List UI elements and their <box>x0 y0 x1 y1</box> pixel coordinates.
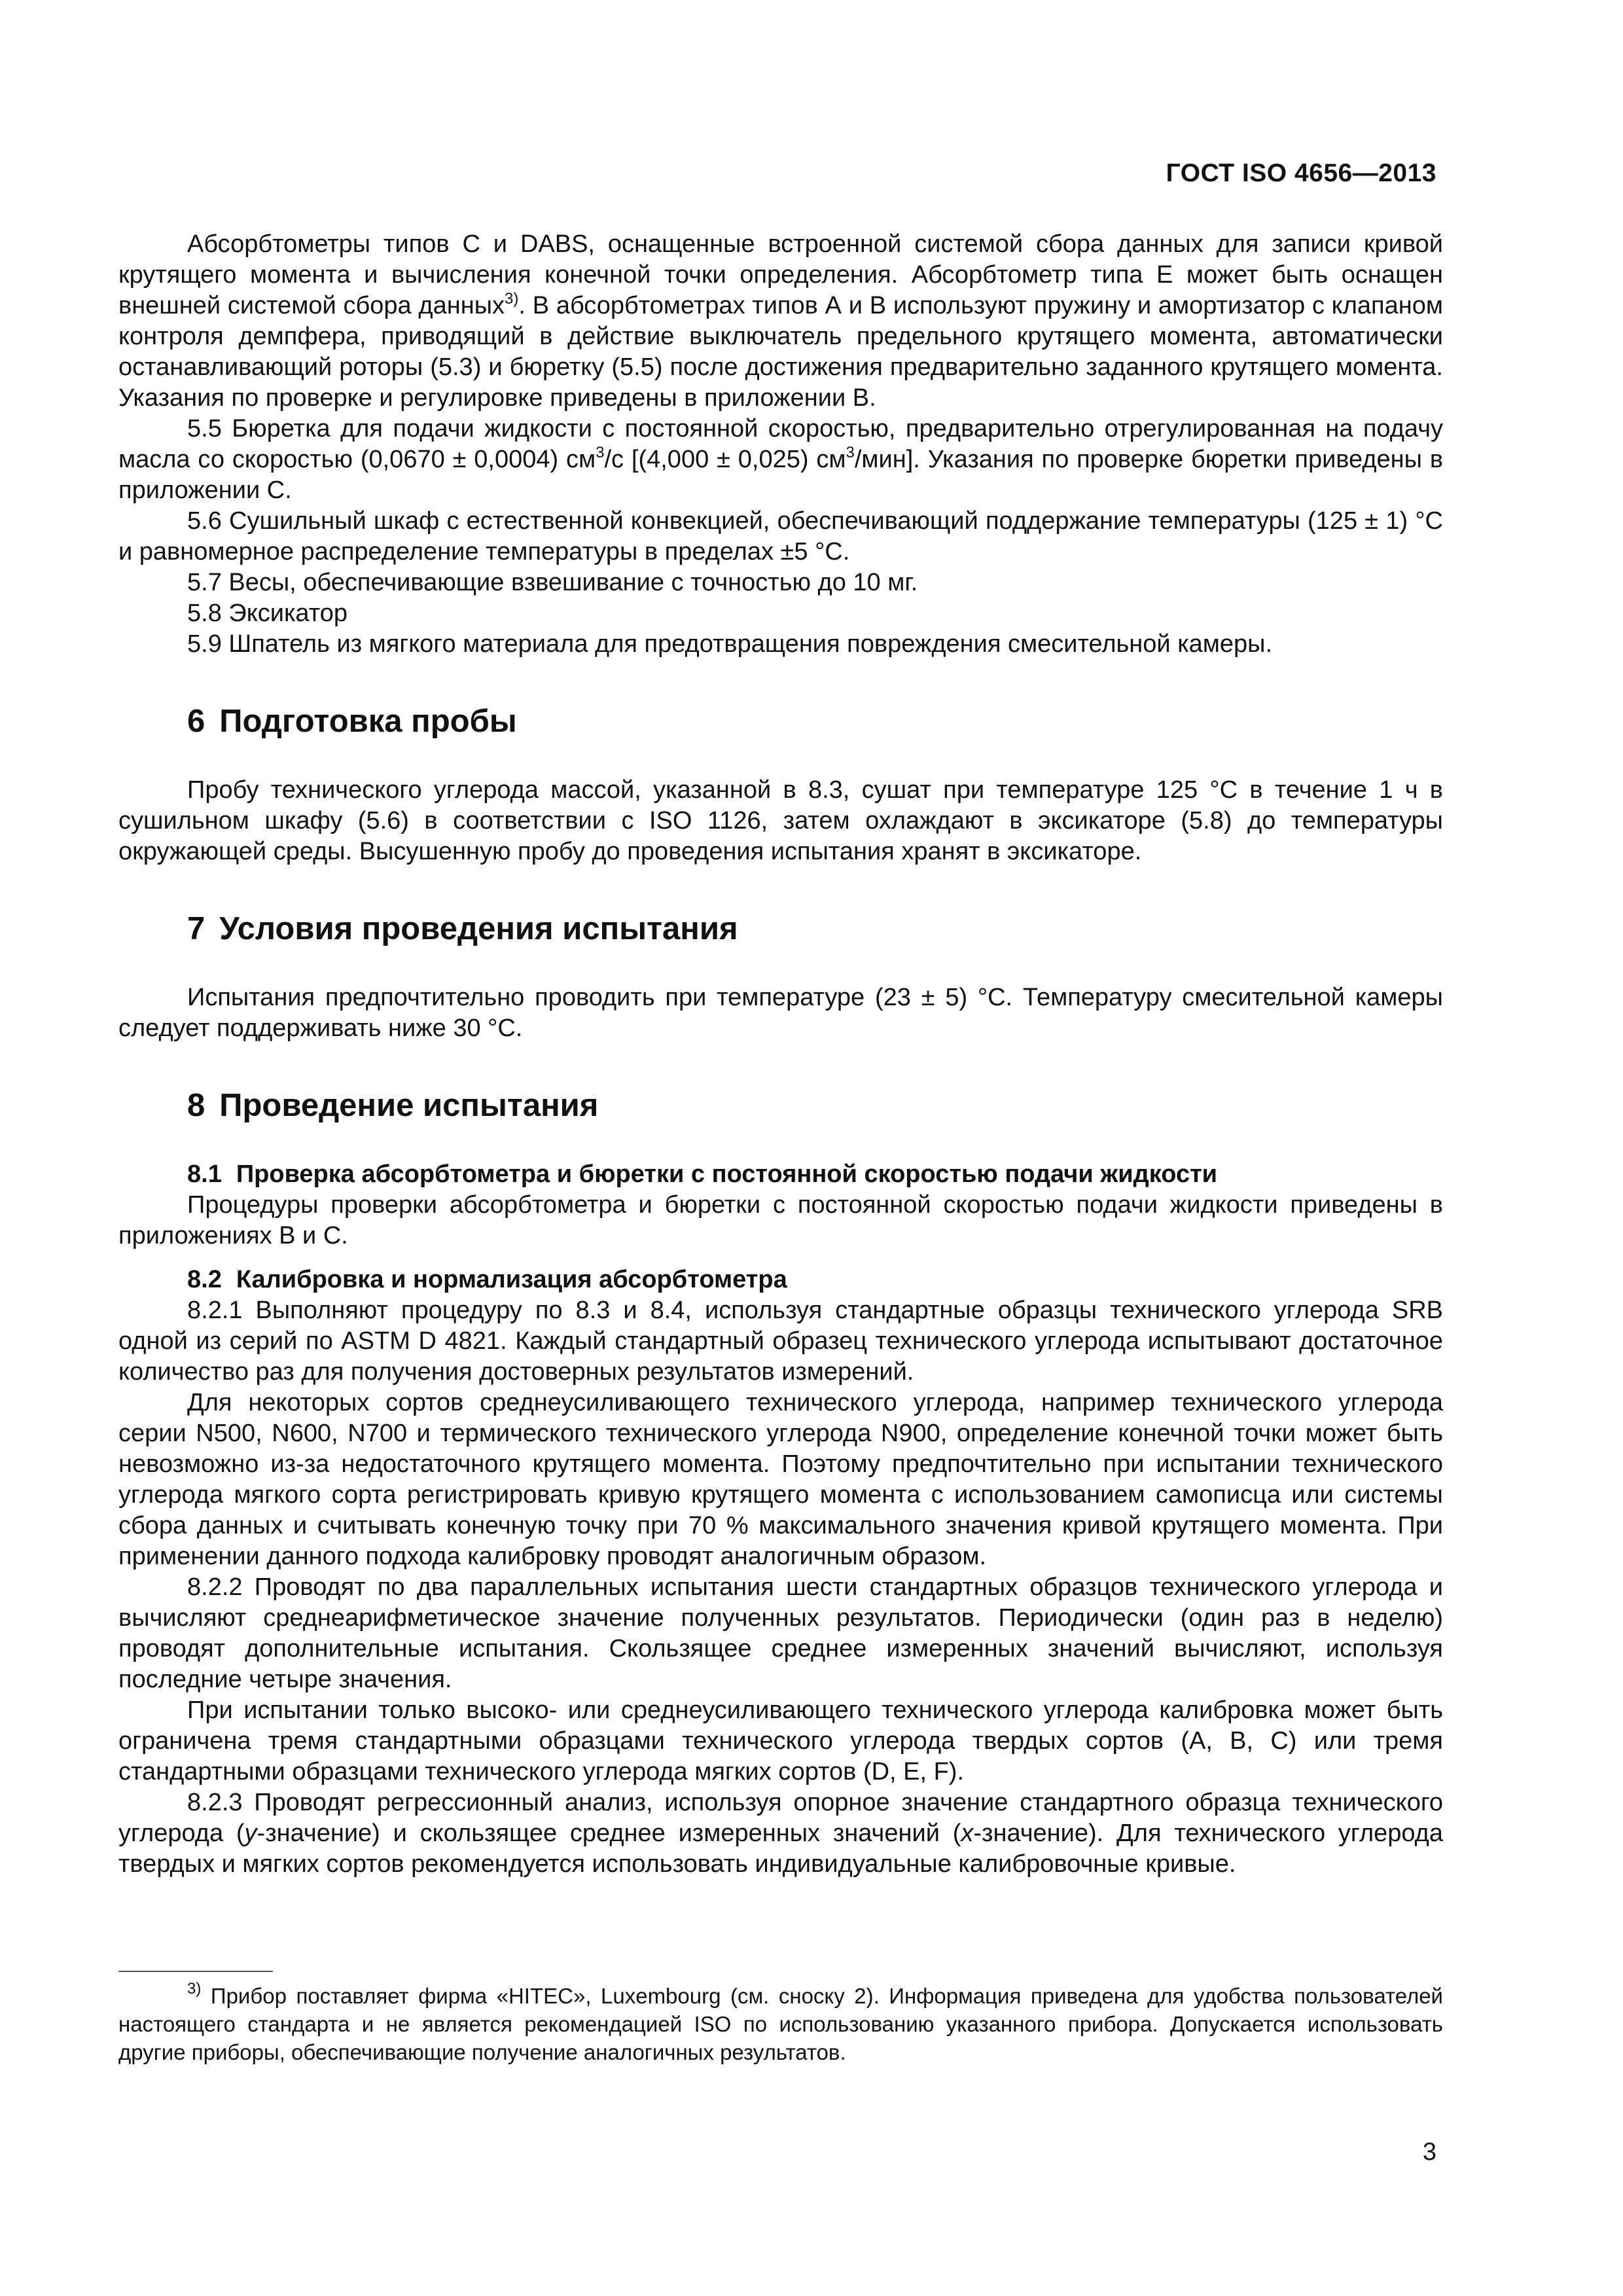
subsection-heading-8-2: 8.2 Калибровка и нормализация абсорбтометра <box>187 1266 787 1293</box>
section-7-text: Испытания предпочтительно проводить при температуре (23 ± 5) °С. Температуру смесительной камеры следует поддерживать ниже 30 °С. <box>118 984 1443 1042</box>
subsection-heading-8-1: 8.1 Проверка абсорбтометра и бюретки с постоянной скоростью подачи жидкости <box>187 1160 1218 1188</box>
subsection-8-1-text: Процедуры проверки абсорбтометра и бюретки с постоянной скоростью подачи жидкости приведены в приложениях В и С. <box>118 1191 1443 1249</box>
footnote-ref: 3) <box>505 290 519 308</box>
footnote <box>118 1982 1443 2066</box>
document-header: ГОСТ ISO 4656—2013 <box>1166 159 1436 187</box>
document-body <box>118 229 1443 1880</box>
footnote-divider <box>118 1971 273 1972</box>
paragraph-absorptometer-types: Абсорбтометры типов С и DABS, оснащенные встроенной системой сбора данных для записи кривой крутящего момента и вычисления конечной точки определения. Абсорбтометр типа Е может быть оснащен внешней системой сбора данных$^{3)}$. В абсорбтометрах типов А и В используют пружину и амортизатор с клапаном контроля демпфера, приводящий в действие выключатель предельного крутящего момента, автоматически останавливающий роторы (5.3) и бюретку (5.5) после достижения предварительно заданного крутящего момента. Указания по проверке и регулировке приведены в приложении В. <box>118 230 1443 412</box>
section-heading-6: 6 Подготовка пробы <box>187 704 517 739</box>
clause-5-7: 5.7 Весы, обеспечивающие взвешивание с точностью до 10 мг. <box>187 569 918 596</box>
clause-5-8: 5.8 Эксикатор <box>187 600 348 627</box>
clause-5-6: 5.6 Сушильный шкаф с естественной конвекцией, обеспечивающий поддержание температуры (125 ± 1) °С и равномерное распределение температуры в пределах ±5 °С. <box>118 507 1443 565</box>
clause-8-2-1-note: Для некоторых сортов среднеусиливающего технического углерода, например технического углерода серии N500, N600, N700 и термического технического углерода N900, определение конечной точки может быть невозможно из-за недостаточного крутящего момента. Поэтому предпочтительно при испытании технического углерода мягкого сорта регистрировать кривую крутящего момента с использованием самописца или системы сбора данных и считывать конечную точку при 70 % максимального значения кривой крутящего момента. При применении данного подхода калибровку проводят аналогичным образом. <box>118 1389 1443 1570</box>
clause-8-2-2-note: При испытании только высоко- или среднеусиливающего технического углерода калибровка может быть ограничена тремя стандартными образцами технического углерода твердых сортов (А, В, С) или тремя стандартными образцами технического углерода мягких сортов (D, Е, F). <box>118 1696 1443 1785</box>
clause-5-5: 5.5 Бюретка для подачи жидкости с постоянной скоростью, предварительно отрегулированная на подачу масла со скоростью (0,0670 ± 0,0004) $см^3/с$ [(4,000 ± 0,025) $см^3/мин$]. Указания по проверке бюретки приведены в приложении С. <box>118 415 1444 504</box>
clause-5-9: 5.9 Шпатель из мягкого материала для предотвращения повреждения смесительной камеры. <box>187 630 1273 658</box>
clause-8-2-2: 8.2.2 Проводят по два параллельных испытания шести стандартных образцов технического углерода и вычисляют среднеарифметическое значение полученных результатов. Периодически (один раз в неделю) проводят дополнительные испытания. Скользящее среднее измеренных значений вычисляют, используя последние четыре значения. <box>118 1573 1443 1693</box>
section-heading-7: 7 Условия проведения испытания <box>187 911 738 946</box>
footnote-marker: 3) <box>187 1980 202 1998</box>
footnote-text: Прибор поставляет фирма «HITEC», Luxembourg (см. сноску 2). Информация приведена для удобства пользователей настоящего стандарта и не является рекомендацией ISO по использованию указанного прибора. Допускается использовать другие приборы, обеспечивающие получение аналогичных результатов. <box>118 1984 1443 2064</box>
clause-8-2-3: 8.2.3 Проводят регрессионный анализ, используя опорное значение стандартного образца технического углерода (y-значение) и скользящее среднее измеренных значений (x-значение). Для технического углерода твердых и мягких сортов рекомендуется использовать индивидуальные калибровочные кривые. <box>118 1789 1443 1878</box>
page-number: 3 <box>1422 2138 1436 2166</box>
section-6-text: Пробу технического углерода массой, указанной в 8.3, сушат при температуре 125 °С в течение 1 ч в сушильном шкафу (5.6) в соответствии с ISO 1126, затем охлаждают в эксикаторе (5.8) до температуры окружающей среды. Высушенную пробу до проведения испытания хранят в эксикаторе. <box>118 776 1443 865</box>
section-heading-8: 8 Проведение испытания <box>187 1088 599 1123</box>
clause-8-2-1: 8.2.1 Выполняют процедуру по 8.3 и 8.4, используя стандартные образцы технического углерода SRB одной из серий по ASTM D 4821. Каждый стандартный образец технического углерода испытывают достаточное количество раз для получения достоверных результатов измерений. <box>118 1297 1443 1386</box>
